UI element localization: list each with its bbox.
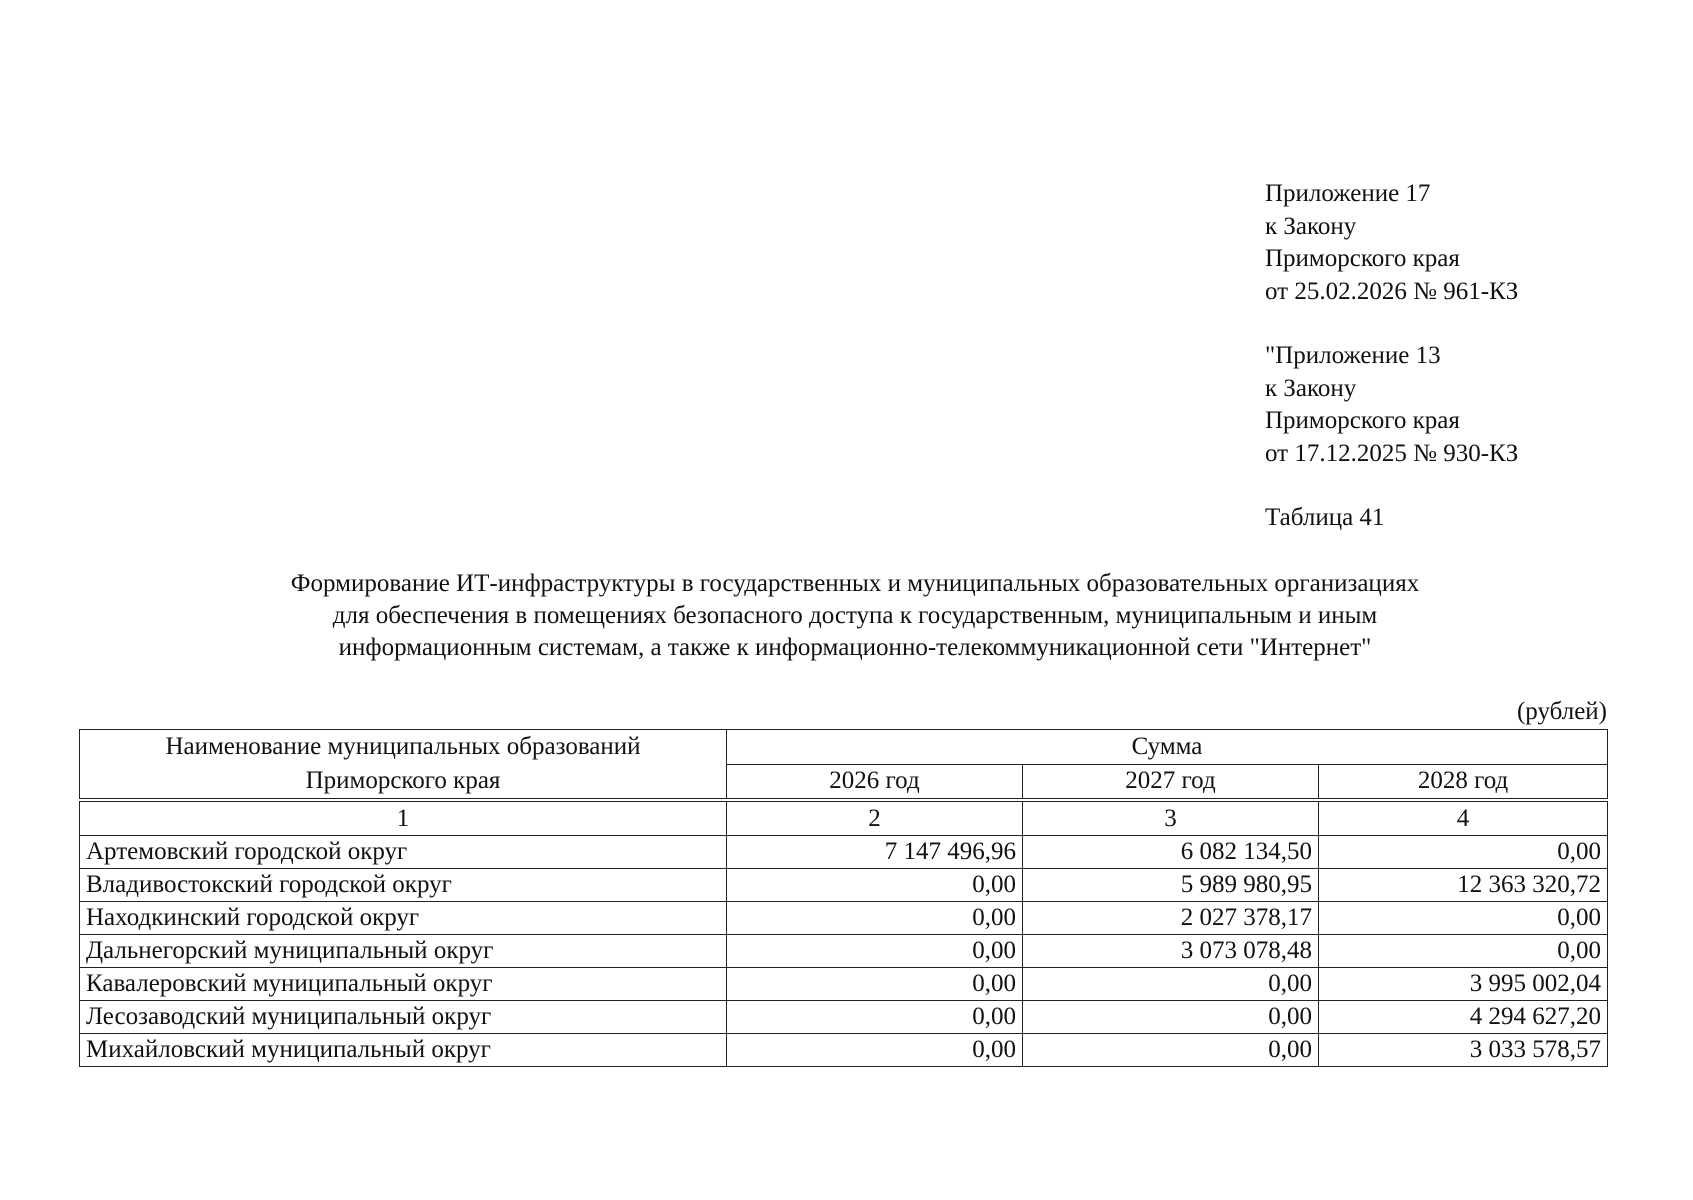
table-label bbox=[1265, 502, 1518, 535]
amount-2026: 0,00 bbox=[727, 935, 1023, 968]
amount-2027: 2 027 378,17 bbox=[1023, 902, 1319, 935]
municipality-name: Владивостокский городской округ bbox=[80, 869, 727, 902]
header-year-cell: 2028 год bbox=[1319, 764, 1608, 799]
amount-2028: 3 033 578,57 bbox=[1319, 1034, 1608, 1067]
appendix-line: Приморского края bbox=[1265, 407, 1460, 434]
appendix-line: от 17.12.2025 № 930-КЗ bbox=[1265, 439, 1519, 467]
table-row bbox=[80, 1001, 1608, 1034]
municipality-name: Артемовский городской округ bbox=[80, 836, 727, 869]
table-row bbox=[80, 836, 1608, 869]
appendix-current bbox=[1265, 178, 1518, 308]
title-line: для обеспечения в помещениях безопасного доступа к государственным, муниципальным и иным bbox=[332, 602, 1378, 629]
amount-2026: 0,00 bbox=[727, 1034, 1023, 1067]
amount-2028: 0,00 bbox=[1319, 836, 1608, 869]
column-number-cell: 2 bbox=[727, 802, 1023, 836]
municipality-name: Дальнегорский муниципальный округ bbox=[80, 935, 727, 968]
column-number-cell: 3 bbox=[1023, 802, 1319, 836]
header-sum-cell: Сумма bbox=[727, 730, 1608, 765]
title-line: информационным системам, а также к информационно-телекоммуникационной сети "Интернет" bbox=[338, 634, 1372, 661]
amount-2027: 0,00 bbox=[1023, 968, 1319, 1001]
amount-2028: 0,00 bbox=[1319, 935, 1608, 968]
municipality-name: Находкинский городской округ bbox=[80, 902, 727, 935]
table-row bbox=[80, 935, 1608, 968]
header-row-top bbox=[80, 730, 1608, 765]
amount-2027: 6 082 134,50 bbox=[1023, 836, 1319, 869]
amount-2028: 3 995 002,04 bbox=[1319, 968, 1608, 1001]
units-label: (рублей) bbox=[1516, 698, 1607, 725]
data-table bbox=[79, 729, 1608, 1067]
header-name-line: Наименование муниципальных образований bbox=[165, 733, 641, 760]
amount-2027: 3 073 078,48 bbox=[1023, 935, 1319, 968]
title-line: Формирование ИТ-инфраструктуры в государственных и муниципальных образовательных организациях bbox=[290, 570, 1420, 597]
amount-2026: 0,00 bbox=[727, 902, 1023, 935]
amount-2026: 0,00 bbox=[727, 968, 1023, 1001]
appendix-line: "Приложение 13 bbox=[1265, 342, 1441, 369]
appendix-line: к Закону bbox=[1265, 212, 1357, 240]
amount-2027: 5 989 980,95 bbox=[1023, 869, 1319, 902]
municipality-name: Кавалеровский муниципальный округ bbox=[80, 968, 727, 1001]
amount-2028: 0,00 bbox=[1319, 902, 1608, 935]
table-row bbox=[80, 869, 1608, 902]
amount-2028: 12 363 320,72 bbox=[1319, 869, 1608, 902]
data-table-wrapper bbox=[79, 729, 1607, 1067]
appendix-header bbox=[1265, 178, 1518, 535]
amount-2026: 7 147 496,96 bbox=[727, 836, 1023, 869]
header-name-line: Приморского края bbox=[305, 767, 501, 794]
municipality-name: Михайловский муниципальный округ bbox=[80, 1034, 727, 1067]
header-row-numbers bbox=[80, 802, 1608, 836]
appendix-line: Приложение 17 bbox=[1265, 180, 1431, 207]
column-number-cell: 4 bbox=[1319, 802, 1608, 836]
document-title bbox=[100, 568, 1610, 664]
table-label-text: Таблица 41 bbox=[1265, 504, 1385, 531]
appendix-line: Приморского края bbox=[1265, 245, 1460, 272]
table-row bbox=[80, 902, 1608, 935]
appendix-line: от 25.02.2026 № 961-КЗ bbox=[1265, 277, 1519, 305]
amount-2027: 0,00 bbox=[1023, 1034, 1319, 1067]
amount-2027: 0,00 bbox=[1023, 1001, 1319, 1034]
amount-2028: 4 294 627,20 bbox=[1319, 1001, 1608, 1034]
appendix-amended bbox=[1265, 340, 1518, 470]
table-row bbox=[80, 968, 1608, 1001]
header-year-cell: 2027 год bbox=[1023, 764, 1319, 799]
amount-2026: 0,00 bbox=[727, 869, 1023, 902]
column-number-cell: 1 bbox=[80, 802, 727, 836]
amount-2026: 0,00 bbox=[727, 1001, 1023, 1034]
header-name-cell bbox=[80, 730, 727, 799]
table-row bbox=[80, 1034, 1608, 1067]
appendix-line: к Закону bbox=[1265, 374, 1357, 402]
municipality-name: Лесозаводский муниципальный округ bbox=[80, 1001, 727, 1034]
header-year-cell: 2026 год bbox=[727, 764, 1023, 799]
